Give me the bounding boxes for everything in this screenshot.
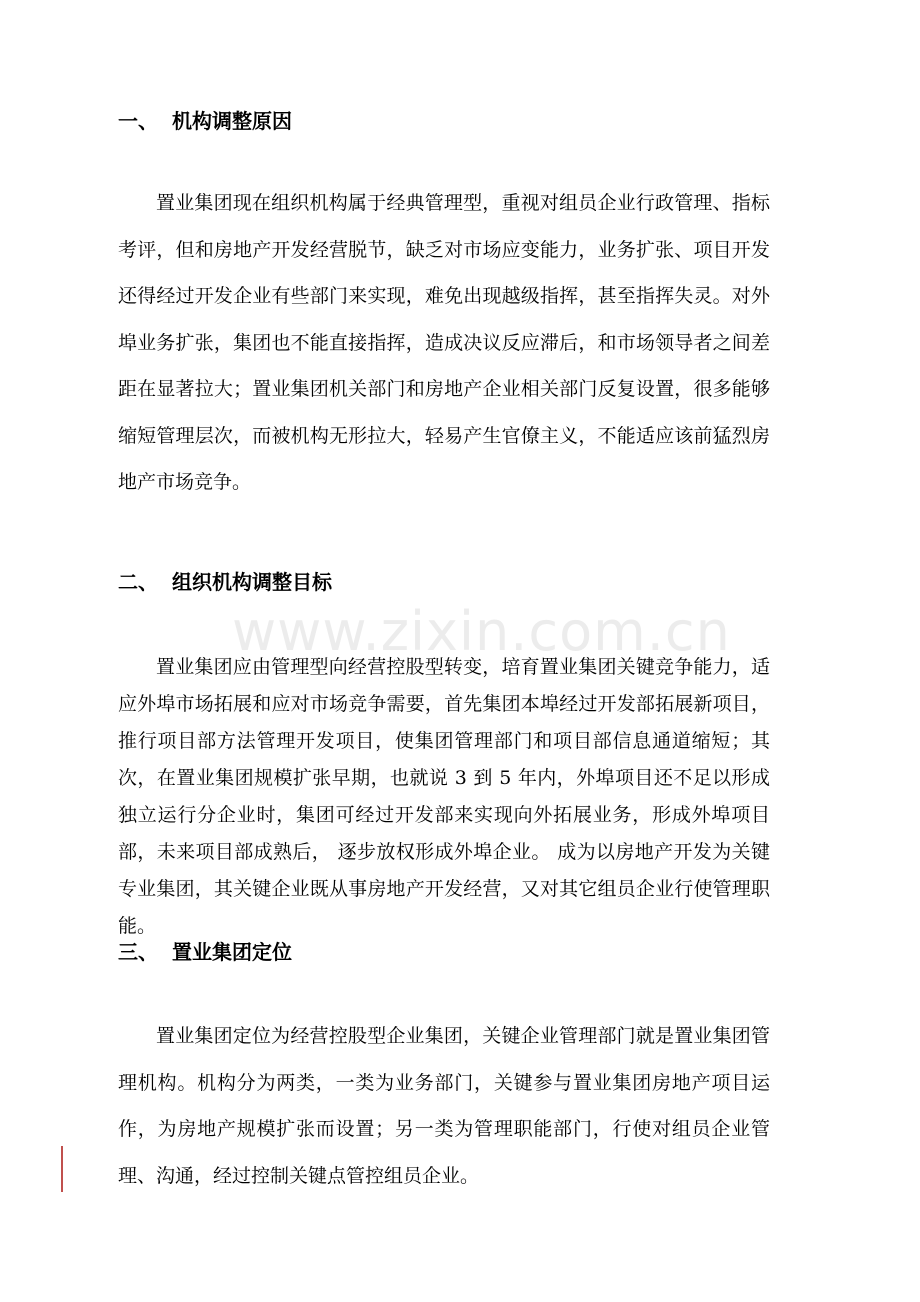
section-body-1: 置业集团现在组织机构属于经典管理型，重视对组员企业行政管理、指标考评，但和房地产开发经营脱节，缺乏对市场应变能力，业务扩张、项目开发还得经过开发企业有些部门来实现，难免出现越级指挥，甚至指挥失灵。对外埠业务扩张，集团也不能直接指挥，造成决议反应滞后，和市场领导者之间差距在显著拉大；置业集团机关部门和房地产企业相关部门反复设置，很多能够缩短管理层次，而被机构无形拉大，轻易产生官僚主义，不能适应该前猛烈房地产市场竞争。: [118, 192, 770, 493]
section-heading-1: [118, 107, 292, 135]
revision-margin-bar: [61, 1146, 63, 1192]
section-title-3: 置业集团定位: [172, 940, 292, 964]
section-body-2: 置业集团应由管理型向经营控股型转变，培育置业集团关键竞争能力，适应外埠市场拓展和应对市场竞争需要，首先集团本埠经过开发部拓展新项目，推行项目部方法管理开发项目，使集团管理部门和项目部信息通道缩短；其次，在置业集团规模扩张早期，也就说 3 到 5 年内，外埠项目还不足以形成独立运行分企业时，集团可经过开发部来实现向外拓展业务，形成外埠项目部，未来项目部成熟后， 逐步放权形成外埠企业。 成为以房地产开发为关键专业集团，其关键企业既从事房地产开发经营，又对其它组员企业行使管理职能。: [118, 656, 770, 937]
section-title-2: 组织机构调整目标: [172, 570, 332, 594]
section-number-1: 一、: [118, 109, 158, 133]
section-heading-2: [118, 568, 332, 596]
section-heading-3: [118, 938, 292, 966]
section-number-3: 三、: [118, 940, 158, 964]
section-number-2: 二、: [118, 570, 158, 594]
watermark: www.zixin.com.cn: [232, 600, 731, 663]
section-body-3: 置业集团定位为经营控股型企业集团，关键企业管理部门就是置业集团管理机构。机构分为两类，一类为业务部门，关键参与置业集团房地产项目运作，为房地产规模扩张而设置；另一类为管理职能部门，行使对组员企业管理、沟通，经过控制关键点管控组员企业。: [118, 1025, 770, 1187]
section-title-1: 机构调整原因: [172, 109, 292, 133]
